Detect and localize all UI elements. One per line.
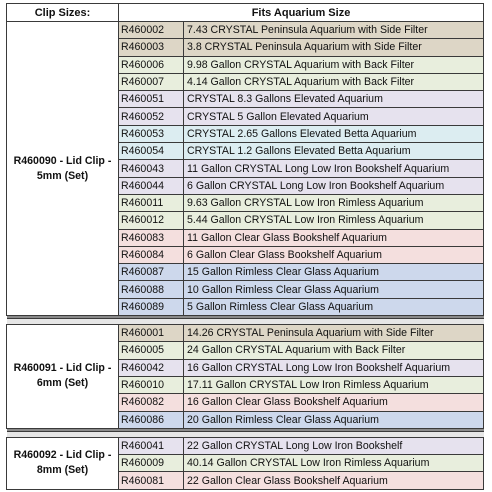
part-code-cell: R460051 [119,91,184,108]
part-code-cell: R460081 [119,472,184,489]
part-code-cell: R460053 [119,125,184,142]
part-code-cell: R460007 [119,73,184,90]
part-code-cell: R460089 [119,298,184,315]
part-code-cell: R460011 [119,194,184,211]
aquarium-size-cell: 6 Gallon CRYSTAL Long Low Iron Bookshelf Aquarium [184,177,484,194]
clip-size-cell: R460092 - Lid Clip - 8mm (Set) [7,437,119,489]
part-code-cell: R460042 [119,359,184,376]
part-code-cell: R460087 [119,264,184,281]
aquarium-size-cell: 20 Gallon Rimless Clear Glass Aquarium [184,411,484,428]
aquarium-size-cell: 24 Gallon CRYSTAL Aquarium with Back Filter [184,342,484,359]
part-code-cell: R460044 [119,177,184,194]
aquarium-size-cell: 14.26 CRYSTAL Peninsula Aquarium with Side Filter [184,325,484,342]
aquarium-size-cell: 5 Gallon Rimless Clear Glass Aquarium [184,298,484,315]
aquarium-size-cell: 6 Gallon Clear Glass Bookshelf Aquarium [184,246,484,263]
aquarium-size-cell: 5.44 Gallon CRYSTAL Low Iron Rimless Aquarium [184,212,484,229]
aquarium-size-cell: 3.8 CRYSTAL Peninsula Aquarium with Side Filter [184,39,484,56]
part-code-cell: R460086 [119,411,184,428]
table-body [7,22,484,490]
aquarium-size-cell: CRYSTAL 2.65 Gallons Elevated Betta Aquarium [184,125,484,142]
clip-size-cell: R460091 - Lid Clip - 6mm (Set) [7,325,119,429]
part-code-cell: R460083 [119,229,184,246]
part-code-cell: R460041 [119,437,184,454]
part-code-cell: R460043 [119,160,184,177]
part-code-cell: R460012 [119,212,184,229]
table-row [7,437,484,454]
aquarium-size-cell: 15 Gallon Rimless Clear Glass Aquarium [184,264,484,281]
fits-aquarium-header: Fits Aquarium Size [119,4,484,22]
part-code-cell: R460009 [119,455,184,472]
part-code-cell: R460082 [119,394,184,411]
aquarium-clip-table-container [6,3,483,490]
aquarium-size-cell: 4.14 Gallon CRYSTAL Aquarium with Back Filter [184,73,484,90]
aquarium-size-cell: CRYSTAL 5 Gallon Elevated Aquarium [184,108,484,125]
part-code-cell: R460005 [119,342,184,359]
part-code-cell: R460001 [119,325,184,342]
aquarium-size-cell: 11 Gallon CRYSTAL Long Low Iron Bookshelf Aquarium [184,160,484,177]
aquarium-size-cell: 16 Gallon CRYSTAL Long Low Iron Bookshelf Aquarium [184,359,484,376]
aquarium-size-cell: 10 Gallon Rimless Clear Glass Aquarium [184,281,484,298]
aquarium-size-cell: 22 Gallon Clear Glass Bookshelf Aquarium [184,472,484,489]
aquarium-size-cell: 40.14 Gallon CRYSTAL Low Iron Rimless Aquarium [184,455,484,472]
part-code-cell: R460002 [119,22,184,39]
table-row [7,325,484,342]
part-code-cell: R460006 [119,56,184,73]
aquarium-size-cell: 11 Gallon Clear Glass Bookshelf Aquarium [184,229,484,246]
aquarium-size-cell: CRYSTAL 8.3 Gallons Elevated Aquarium [184,91,484,108]
aquarium-size-cell: 7.43 CRYSTAL Peninsula Aquarium with Side Filter [184,22,484,39]
aquarium-size-cell: CRYSTAL 1.2 Gallons Elevated Betta Aquarium [184,143,484,160]
part-code-cell: R460010 [119,376,184,393]
clip-sizes-header: Clip Sizes: [7,4,119,22]
part-code-cell: R460054 [119,143,184,160]
aquarium-size-cell: 16 Gallon Clear Glass Bookshelf Aquarium [184,394,484,411]
part-code-cell: R460052 [119,108,184,125]
table-row [7,22,484,39]
aquarium-size-cell: 22 Gallon CRYSTAL Long Low Iron Bookshelf [184,437,484,454]
part-code-cell: R460088 [119,281,184,298]
part-code-cell: R460003 [119,39,184,56]
clip-size-cell: R460090 - Lid Clip - 5mm (Set) [7,22,119,316]
header-row [7,4,484,22]
aquarium-size-cell: 17.11 Gallon CRYSTAL Low Iron Rimless Aquarium [184,376,484,393]
part-code-cell: R460084 [119,246,184,263]
aquarium-clip-table [6,3,484,490]
aquarium-size-cell: 9.63 Gallon CRYSTAL Low Iron Rimless Aquarium [184,194,484,211]
aquarium-size-cell: 9.98 Gallon CRYSTAL Aquarium with Back Filter [184,56,484,73]
